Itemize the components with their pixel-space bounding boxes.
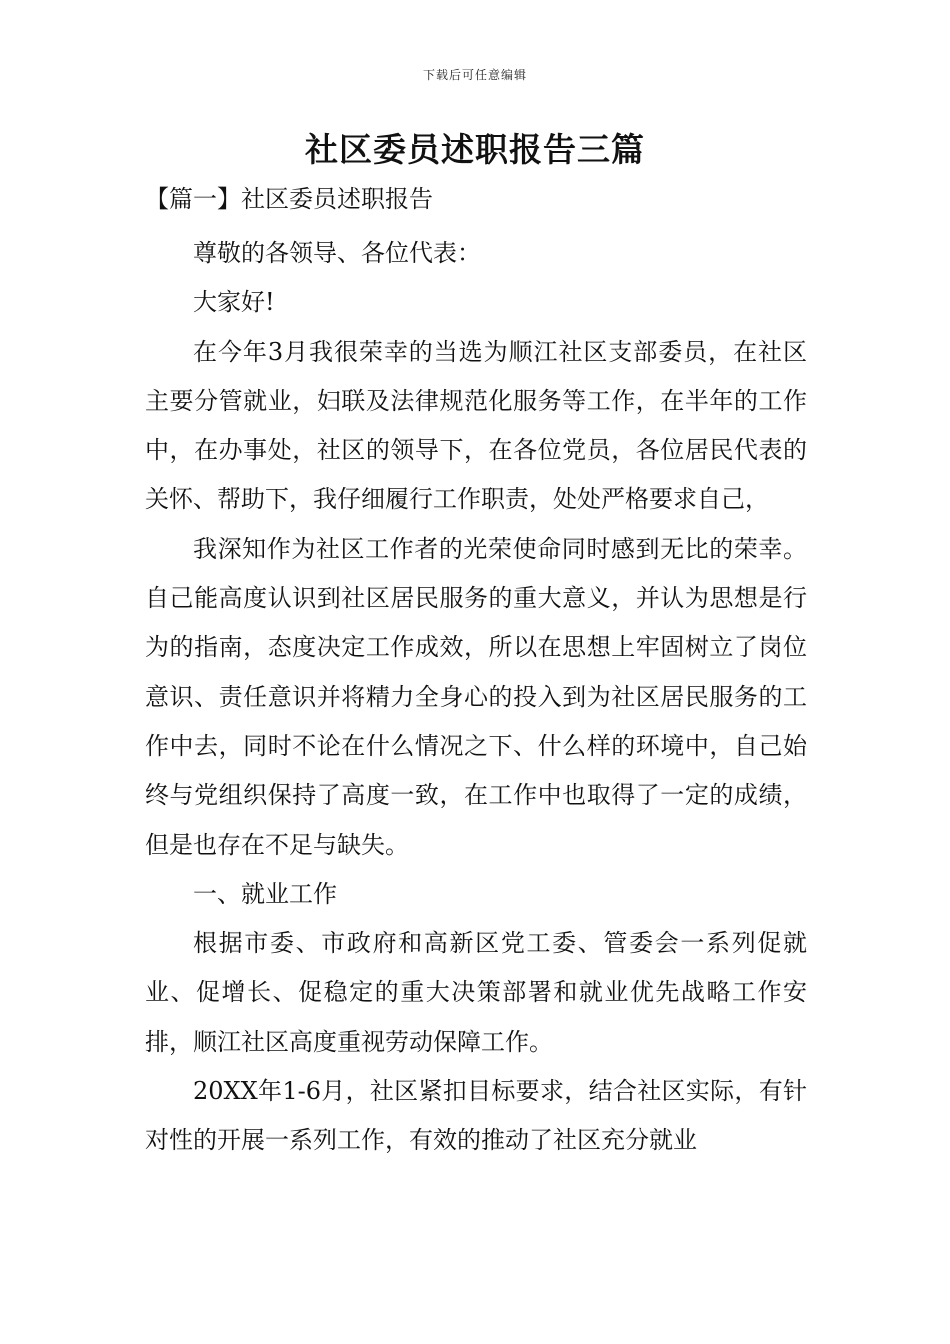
body-text [145,229,807,1166]
header-note: 下载后可任意编辑 [422,68,527,82]
paragraph-intro: 在今年3月我很荣幸的当选为顺江社区支部委员，在社区主要分管就业，妇联及法律规范化服务等工作，在半年的工作中，在办事处，社区的领导下，在各位党员，各位居民代表的关怀、帮助下，我仔细履行工作职责，处处严格要求自己， [145,337,807,514]
paragraph-greeting: 尊敬的各领导、各位代表： [193,239,481,267]
paragraph-subheading-employment: 一、就业工作 [193,879,337,908]
section-heading: 【篇一】社区委员述职报告 [145,185,433,213]
paragraph-employment-progress: 20XX年1-6月，社区紧扣目标要求，结合社区实际，有针对性的开展一系列工作，有效的推动了社区充分就业 [145,1077,807,1155]
document-title: 社区委员述职报告三篇 [305,130,645,169]
paragraph-hello: 大家好! [193,288,275,317]
paragraph-mission: 我深知作为社区工作者的光荣使命同时感到无比的荣幸。自己能高度认识到社区居民服务的重大意义，并认为思想是行为的指南，态度决定工作成效，所以在思想上牢固树立了岗位意识、责任意识并将精力全身心的投入到为社区居民服务的工作中去，同时不论在什么情况之下、什么样的环境中，自己始终与党组织保持了高度一致，在工作中也取得了一定的成绩，但是也存在不足与缺失。 [145,534,807,859]
paragraph-employment-policy: 根据市委、市政府和高新区党工委、管委会一系列促就业、促增长、促稳定的重大决策部署和就业优先战略工作安排，顺江社区高度重视劳动保障工作。 [145,929,807,1056]
